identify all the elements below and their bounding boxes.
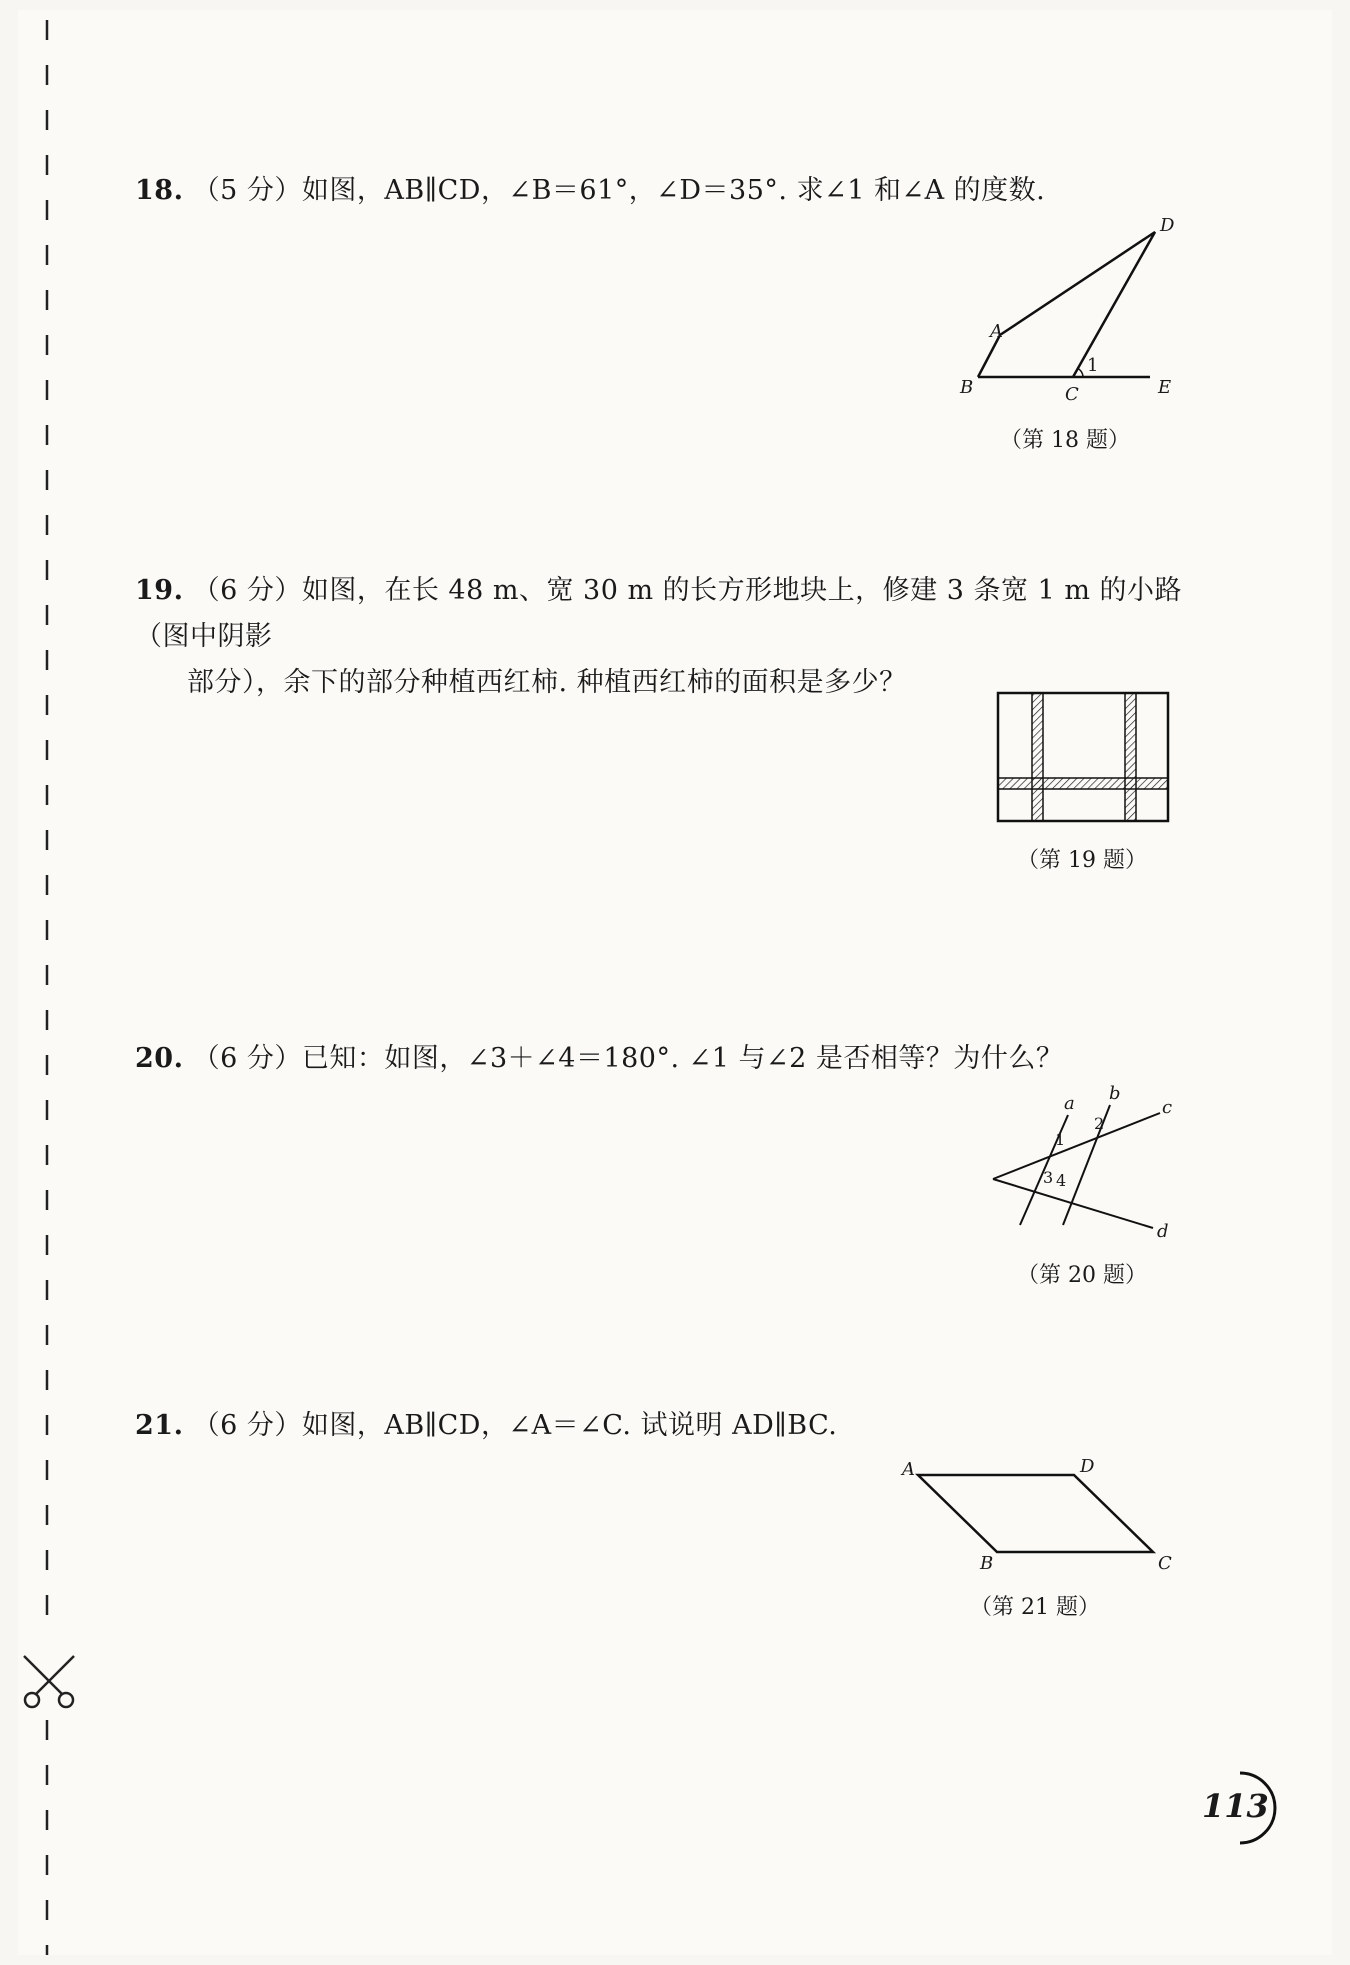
line-d-label: d [1157, 1221, 1169, 1242]
figure-20 [985, 1085, 1185, 1245]
figure-caption: （第 20 题） [1017, 1263, 1147, 1288]
label-B: B [980, 1553, 994, 1574]
angle-1-label: 1 [1087, 355, 1099, 376]
angle-3-label: 3 [1043, 1168, 1054, 1187]
question-21 [135, 1403, 1225, 1449]
figure-caption: （第 21 题） [970, 1595, 1100, 1620]
page-number: 113 [1202, 1787, 1269, 1825]
scissors-icon [18, 1650, 80, 1712]
line-b-label: b [1109, 1083, 1121, 1104]
question-text-continued: 部分），余下的部分种植西红柿. 种植西红柿的面积是多少？ [187, 667, 907, 698]
page-number-bracket [1230, 1768, 1290, 1848]
question-text: （6 分）如图，AB∥CD，∠A＝∠C. 试说明 AD∥BC. [192, 1410, 838, 1441]
angle-4-label: 4 [1056, 1171, 1067, 1190]
label-A: A [902, 1459, 915, 1480]
question-number: 19. [135, 575, 184, 606]
question-19 [135, 568, 1225, 706]
label-C: C [1065, 384, 1079, 405]
figure-caption: （第 19 题） [1017, 848, 1147, 873]
label-C: C [1158, 1553, 1172, 1574]
question-text: （6 分）已知：如图，∠3＋∠4＝180°. ∠1 与∠2 是否相等？为什么？ [192, 1043, 1064, 1074]
question-20 [135, 1036, 1225, 1082]
question-18 [135, 168, 1225, 214]
label-D: D [1160, 215, 1175, 236]
question-number: 18. [135, 175, 184, 206]
angle-1-label: 1 [1055, 1130, 1066, 1149]
question-text: （5 分）如图，AB∥CD，∠B＝61°，∠D＝35°. 求∠1 和∠A 的度数. [192, 175, 1046, 206]
figure-21 [898, 1455, 1188, 1574]
question-number: 21. [135, 1410, 184, 1441]
question-number: 20. [135, 1043, 184, 1074]
line-c-label: c [1162, 1097, 1173, 1118]
label-E: E [1158, 377, 1172, 398]
line-a-label: a [1064, 1093, 1075, 1114]
figure-18 [950, 215, 1180, 405]
question-text: （6 分）如图，在长 48 m、宽 30 m 的长方形地块上，修建 3 条宽 1 m 的小路（图中阴影 [135, 575, 1183, 652]
figure-19 [995, 690, 1175, 825]
label-B: B [960, 377, 974, 398]
label-D: D [1080, 1456, 1095, 1477]
figure-caption: （第 18 题） [1000, 428, 1130, 453]
label-A: A [990, 321, 1003, 342]
angle-2-label: 2 [1094, 1114, 1105, 1133]
